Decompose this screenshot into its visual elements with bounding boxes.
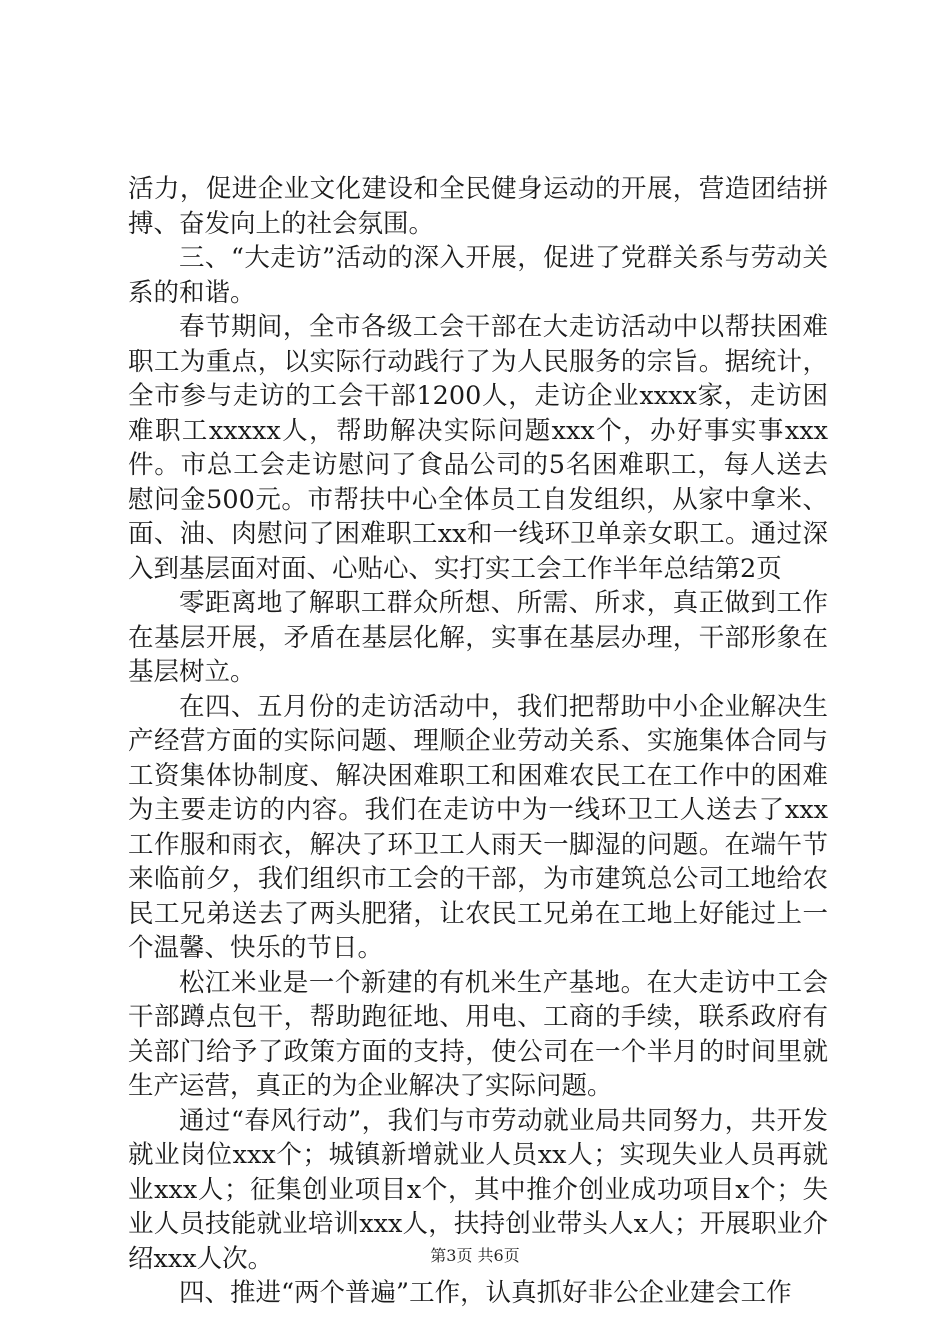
section-heading-4: 四、推进“两个普遍”工作，认真抓好非公企业建会工作 xyxy=(179,1278,792,1308)
paragraph-april-may-visits: 在四、五月份的走访活动中，我们把帮助中小企业解决生产经营方面的实际问题、理顺企业劳动关系、实施集体合同与工资集体协制度、解决困难职工和困难农民工在工作中的困难为主要走访的内容。我们在走访中为一线环卫工人送去了xxx工作服和雨衣，解决了环卫工人雨天一脚湿的问题。在端午节来临前夕，我们组织市工会的干部，为市建筑总公司工地给农民工兄弟送去了两头肥猪，让农民工兄弟在工地上好能过上一个温馨、快乐的节日。 xyxy=(128,691,828,963)
paragraph-spring-festival: 春节期间，全市各级工会干部在大走访活动中以帮扶困难职工为重点，以实际行动践行了为人民服务的宗旨。据统计，全市参与走访的工会干部1200人，走访企业xxxx家，走访困难职工xxxxx人，帮助解决实际问题xxx个，办好事实事xxx件。市总工会走访慰问了食品公司的5名困难职工，每人送去慰问金500元。市帮扶中心全体员工自发组织，从家中拿米、面、油、肉慰问了困难职工xx和一线环卫单亲女职工。通过深入到基层面对面、心贴心、实打实工会工作半年总结第2页 xyxy=(128,312,828,584)
paragraph-continuation: 活力，促进企业文化建设和全民健身运动的开展，营造团结拼搏、奋发向上的社会氛围。 xyxy=(128,174,828,239)
page-number-footer: 第3页 共6页 xyxy=(430,1246,520,1265)
paragraph-spring-breeze: 通过“春风行动”，我们与市劳动就业局共同努力，共开发就业岗位xxx个；城镇新增就业人员xx人；实现失业人员再就业xxx人；征集创业项目x个，其中推介创业成功项目x个；失业人员技能就业培训xxx人，扶持创业带头人x人；开展职业介绍xxx人次。 xyxy=(128,1105,828,1274)
section-heading-3: 三、“大走访”活动的深入开展，促进了党群关系与劳动关系的和谐。 xyxy=(128,243,828,308)
paragraph-songjiang-rice: 松江米业是一个新建的有机米生产基地。在大走访中工会干部蹲点包干，帮助跑征地、用电、工商的手续，联系政府有关部门给予了政策方面的支持，使公司在一个半月的时间里就生产运营，真正的为企业解决了实际问题。 xyxy=(128,967,828,1101)
paragraph-zero-distance: 零距离地了解职工群众所想、所需、所求，真正做到工作在基层开展，矛盾在基层化解，实事在基层办理，干部形象在基层树立。 xyxy=(128,588,828,687)
document-body xyxy=(128,172,828,1311)
